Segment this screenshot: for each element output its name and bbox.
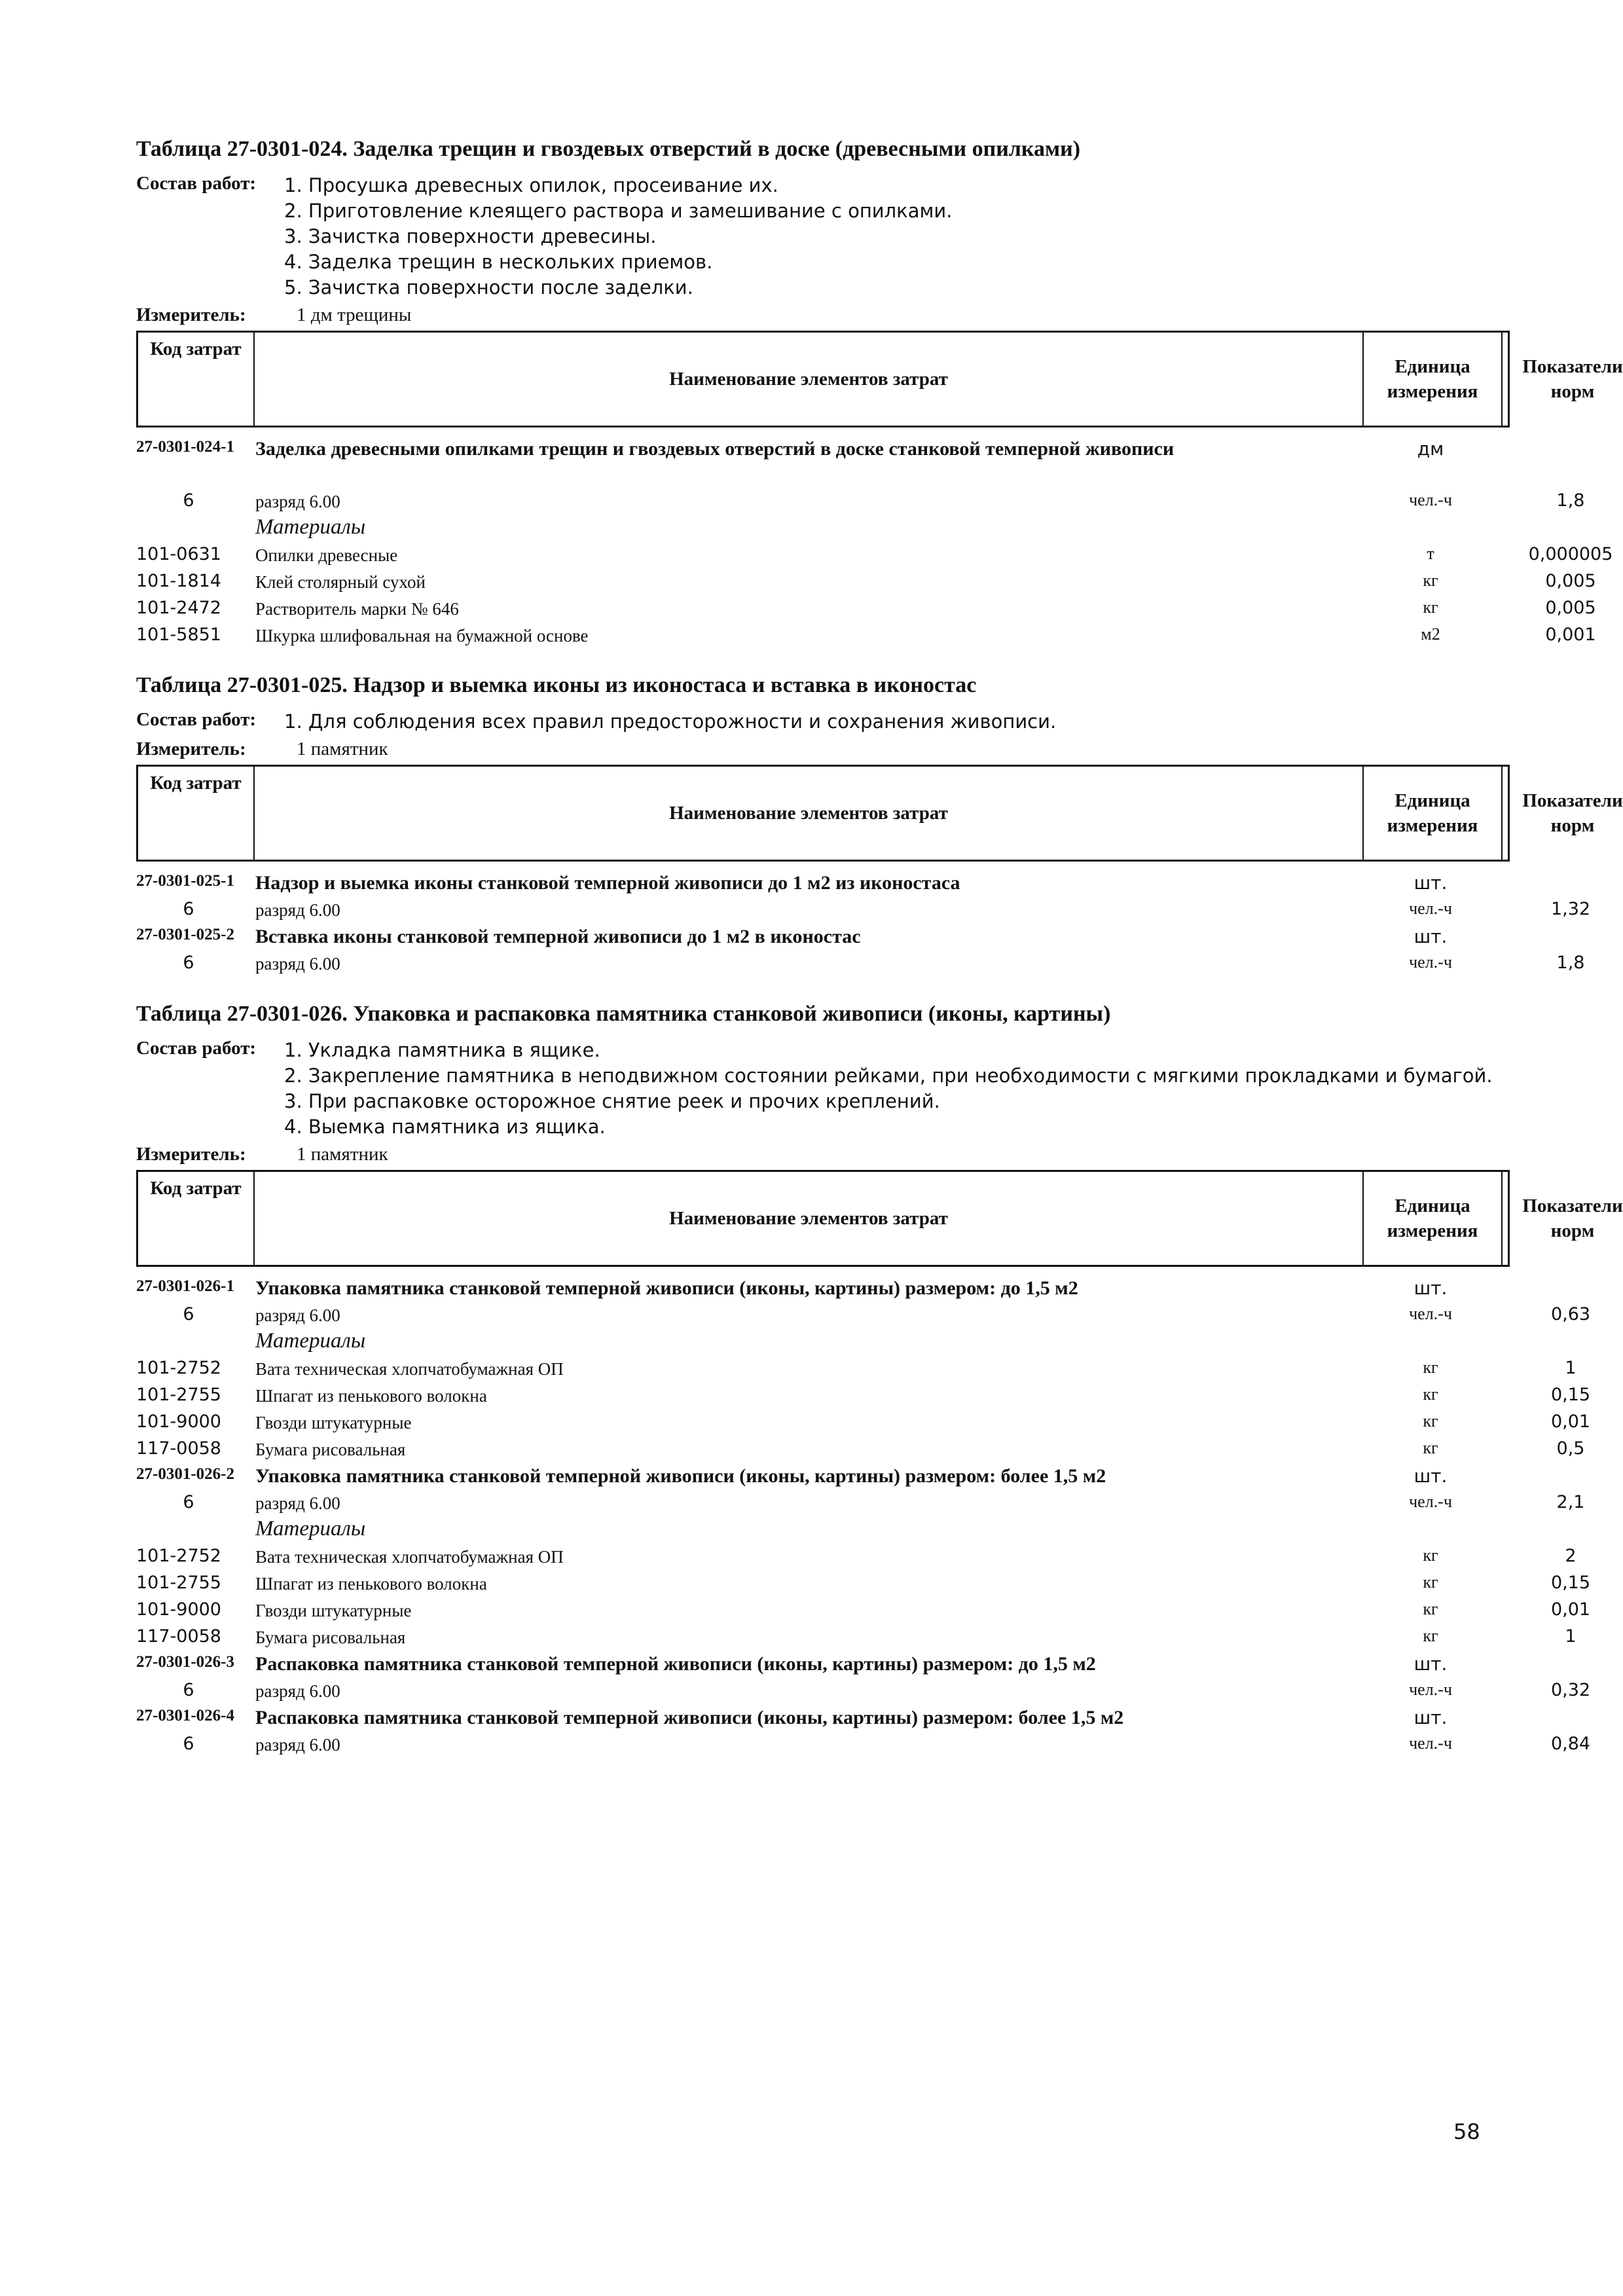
materials-heading: Материалы bbox=[255, 1517, 366, 1540]
row-norm: 2,1 bbox=[1556, 1492, 1585, 1512]
row-norm: 1 bbox=[1565, 1358, 1577, 1378]
table-header bbox=[136, 765, 1623, 862]
row-unit: кг bbox=[1423, 1438, 1438, 1457]
row-unit: чел.-ч bbox=[1409, 953, 1452, 972]
row-unit: кг bbox=[1423, 1412, 1438, 1430]
work-composition bbox=[136, 1038, 1511, 1140]
row-name: Распаковка памятника станковой темперной живописи (иконы, картины) размером: до 1,5 м2 bbox=[255, 1653, 1096, 1675]
row-unit: чел.-ч bbox=[1409, 1734, 1452, 1753]
row-unit: кг bbox=[1423, 1626, 1438, 1645]
row-code: 101-9000 bbox=[136, 1599, 221, 1620]
table-header bbox=[136, 1170, 1623, 1267]
table-header bbox=[136, 331, 1623, 428]
row-code: 6 bbox=[183, 1680, 194, 1700]
header-name: Наименование элементов затрат bbox=[255, 767, 1364, 860]
row-name: Гвозди штукатурные bbox=[255, 1413, 412, 1432]
measure-value: 1 памятник bbox=[297, 1144, 388, 1165]
work-step: 5. Зачистка поверхности после заделки. bbox=[284, 276, 693, 299]
table-row bbox=[136, 1730, 1591, 1757]
row-unit: дм bbox=[1417, 438, 1444, 460]
table-title: Таблица 27-0301-024. Заделка трещин и гвоздевых отверстий в доске (древесными опилками) bbox=[136, 137, 1081, 161]
table-row bbox=[136, 1569, 1591, 1595]
header-code: Код затрат bbox=[138, 333, 255, 426]
row-code: 6 bbox=[183, 490, 194, 511]
row-unit: шт. bbox=[1413, 1277, 1448, 1299]
row-code: 101-2752 bbox=[136, 1358, 221, 1378]
table-row bbox=[136, 540, 1613, 567]
row-code: 101-5851 bbox=[136, 625, 221, 645]
row-name: Гвозди штукатурные bbox=[255, 1601, 412, 1620]
row-code: 101-2472 bbox=[136, 598, 221, 618]
row-unit: кг bbox=[1423, 1385, 1438, 1404]
measure-label: Измеритель: bbox=[136, 1144, 246, 1165]
table-027-025 bbox=[136, 671, 1623, 975]
work-steps bbox=[284, 1038, 1511, 1140]
row-code: 27-0301-026-2 bbox=[136, 1465, 234, 1483]
table-rows bbox=[136, 434, 1613, 647]
row-name: Вата техническая хлопчатобумажная ОП bbox=[255, 1547, 564, 1567]
row-code: 6 bbox=[183, 953, 194, 973]
table-row bbox=[136, 949, 1585, 975]
row-name: разряд 6.00 bbox=[255, 1735, 340, 1755]
page-number: 58 bbox=[1453, 2119, 1480, 2144]
row-norm: 0,5 bbox=[1556, 1438, 1585, 1459]
measure-value: 1 дм трещины bbox=[297, 304, 412, 325]
row-norm: 0,15 bbox=[1550, 1385, 1591, 1405]
row-name: Заделка древесными опилками трещин и гвоздевых отверстий в доске станковой темперной живописи bbox=[255, 438, 1175, 460]
table-row bbox=[136, 895, 1591, 922]
row-unit: т bbox=[1427, 544, 1434, 563]
row-unit: шт. bbox=[1413, 1653, 1448, 1675]
table-row bbox=[136, 868, 1511, 895]
row-norm: 1 bbox=[1565, 1626, 1577, 1647]
row-code: 27-0301-024-1 bbox=[136, 438, 234, 456]
row-unit: м2 bbox=[1421, 625, 1440, 644]
table-row bbox=[136, 621, 1596, 647]
row-norm: 0,63 bbox=[1550, 1304, 1591, 1324]
row-name: Бумага рисовальная bbox=[255, 1628, 406, 1647]
header-unit: Единица измерения bbox=[1364, 333, 1503, 426]
row-code: 27-0301-025-1 bbox=[136, 872, 234, 890]
table-row bbox=[136, 1273, 1511, 1300]
table-row bbox=[136, 1703, 1511, 1730]
row-code: 101-2755 bbox=[136, 1573, 221, 1593]
header-code: Код затрат bbox=[138, 767, 255, 860]
row-norm: 0,15 bbox=[1550, 1573, 1591, 1593]
row-name: Шпагат из пенькового волокна bbox=[255, 1386, 487, 1406]
row-code: 6 bbox=[183, 1734, 194, 1754]
row-unit: чел.-ч bbox=[1409, 899, 1452, 918]
row-norm: 0,32 bbox=[1550, 1680, 1591, 1700]
row-code: 101-2752 bbox=[136, 1546, 221, 1566]
row-name: Опилки древесные bbox=[255, 545, 398, 565]
row-code: 6 bbox=[183, 899, 194, 919]
work-label: Состав работ: bbox=[136, 173, 257, 194]
table-title: Таблица 27-0301-026. Упаковка и распаковка памятника станковой живописи (иконы, картины) bbox=[136, 1002, 1111, 1026]
header-unit: Единица измерения bbox=[1364, 1172, 1503, 1265]
table-row bbox=[136, 1649, 1511, 1676]
row-code: 27-0301-026-4 bbox=[136, 1707, 234, 1724]
row-name: Растворитель марки № 646 bbox=[255, 599, 459, 619]
table-row bbox=[136, 1461, 1511, 1488]
row-unit: шт. bbox=[1413, 872, 1448, 894]
header-norm: Показатели норм bbox=[1522, 356, 1623, 402]
table-row bbox=[136, 1381, 1591, 1408]
work-label: Состав работ: bbox=[136, 709, 257, 730]
table-027-024 bbox=[136, 135, 1623, 647]
work-step: 2. Закрепление памятника в неподвижном состоянии рейками, при необходимости с мягкими прокладками и бумагой. bbox=[284, 1065, 1493, 1087]
row-unit: кг bbox=[1423, 571, 1438, 590]
row-norm: 1,8 bbox=[1556, 953, 1585, 973]
row-name: Упаковка памятника станковой темперной живописи (иконы, картины) размером: более 1,5 м2 bbox=[255, 1465, 1106, 1487]
row-norm: 0,005 bbox=[1545, 598, 1596, 618]
row-name: Клей столярный сухой bbox=[255, 572, 426, 592]
table-row bbox=[136, 1595, 1591, 1622]
materials-heading: Материалы bbox=[255, 1329, 366, 1353]
work-composition bbox=[136, 173, 1511, 301]
row-unit: кг bbox=[1423, 1358, 1438, 1377]
work-step: 3. При распаковке осторожное снятие реек и прочих креплений. bbox=[284, 1090, 940, 1112]
table-row bbox=[136, 922, 1511, 949]
work-step: 1. Для соблюдения всех правил предосторожности и сохранения живописи. bbox=[284, 710, 1057, 733]
measure-line bbox=[136, 302, 1511, 328]
table-row bbox=[136, 513, 1511, 540]
table-027-026 bbox=[136, 1000, 1623, 1757]
row-name: Шпагат из пенькового волокна bbox=[255, 1574, 487, 1594]
row-name: разряд 6.00 bbox=[255, 1493, 340, 1513]
table-row bbox=[136, 1434, 1585, 1461]
work-composition bbox=[136, 709, 1511, 735]
work-step: 4. Заделка трещин в нескольких приемов. bbox=[284, 251, 713, 273]
work-step: 1. Просушка древесных опилок, просеивание их. bbox=[284, 174, 778, 196]
row-norm: 0,84 bbox=[1550, 1734, 1591, 1754]
row-unit: кг bbox=[1423, 1599, 1438, 1618]
row-unit: чел.-ч bbox=[1409, 1492, 1452, 1511]
table-row bbox=[136, 1542, 1577, 1569]
work-step: 1. Укладка памятника в ящике. bbox=[284, 1039, 600, 1061]
table-row bbox=[136, 1622, 1577, 1649]
row-norm: 1,8 bbox=[1556, 490, 1585, 511]
row-code: 101-2755 bbox=[136, 1385, 221, 1405]
row-name: Вставка иконы станковой темперной живописи до 1 м2 в иконостас bbox=[255, 926, 861, 947]
table-row bbox=[136, 1354, 1577, 1381]
header-code: Код затрат bbox=[138, 1172, 255, 1265]
header-norm: Показатели норм bbox=[1522, 1195, 1623, 1241]
work-step: 3. Зачистка поверхности древесины. bbox=[284, 225, 657, 247]
table-row bbox=[136, 594, 1596, 621]
work-label: Состав работ: bbox=[136, 1038, 257, 1059]
table-rows bbox=[136, 868, 1591, 975]
work-step: 2. Приготовление клеящего раствора и замешивание с опилками. bbox=[284, 200, 953, 222]
row-norm: 0,01 bbox=[1550, 1599, 1591, 1620]
row-code: 101-1814 bbox=[136, 571, 221, 591]
row-name: разряд 6.00 bbox=[255, 954, 340, 974]
table-row bbox=[136, 1515, 1511, 1542]
row-unit: кг bbox=[1423, 598, 1438, 617]
row-code: 27-0301-026-3 bbox=[136, 1653, 234, 1671]
table-row bbox=[136, 1300, 1591, 1327]
row-unit: чел.-ч bbox=[1409, 1680, 1452, 1699]
row-name: разряд 6.00 bbox=[255, 900, 340, 920]
table-title: Таблица 27-0301-025. Надзор и выемка иконы из иконостаса и вставка в иконостас bbox=[136, 673, 977, 697]
row-unit: чел.-ч bbox=[1409, 490, 1452, 509]
row-norm: 0,005 bbox=[1545, 571, 1596, 591]
row-name: Шкурка шлифовальная на бумажной основе bbox=[255, 626, 589, 646]
table-row bbox=[136, 1676, 1591, 1703]
row-code: 6 bbox=[183, 1492, 194, 1512]
row-norm: 0,001 bbox=[1545, 625, 1596, 645]
header-norm: Показатели норм bbox=[1522, 790, 1623, 836]
table-row bbox=[136, 1488, 1585, 1515]
row-unit: шт. bbox=[1413, 1707, 1448, 1728]
work-step: 4. Выемка памятника из ящика. bbox=[284, 1116, 606, 1138]
row-code: 117-0058 bbox=[136, 1438, 221, 1459]
measure-line bbox=[136, 1141, 1511, 1167]
row-code: 6 bbox=[183, 1304, 194, 1324]
table-row bbox=[136, 1408, 1591, 1434]
row-name: Надзор и выемка иконы станковой темперной живописи до 1 м2 из иконостаса bbox=[255, 872, 960, 894]
materials-heading: Материалы bbox=[255, 515, 366, 539]
row-norm: 2 bbox=[1565, 1546, 1577, 1566]
row-name: Распаковка памятника станковой темперной живописи (иконы, картины) размером: более 1,5 м2 bbox=[255, 1707, 1124, 1728]
row-unit: чел.-ч bbox=[1409, 1304, 1452, 1323]
row-unit: кг bbox=[1423, 1573, 1438, 1592]
table-row bbox=[136, 486, 1585, 513]
row-name: разряд 6.00 bbox=[255, 492, 340, 511]
row-code: 27-0301-025-2 bbox=[136, 926, 234, 943]
table-row bbox=[136, 567, 1596, 594]
row-name: Вата техническая хлопчатобумажная ОП bbox=[255, 1359, 564, 1379]
work-steps bbox=[284, 709, 1511, 735]
row-norm: 0,01 bbox=[1550, 1412, 1591, 1432]
measure-label: Измеритель: bbox=[136, 304, 246, 325]
table-row bbox=[136, 434, 1511, 486]
measure-value: 1 памятник bbox=[297, 738, 388, 759]
row-unit: шт. bbox=[1413, 926, 1448, 947]
row-code: 27-0301-026-1 bbox=[136, 1277, 234, 1295]
row-code: 101-9000 bbox=[136, 1412, 221, 1432]
row-code: 117-0058 bbox=[136, 1626, 221, 1647]
header-name: Наименование элементов затрат bbox=[255, 1172, 1364, 1265]
measure-line bbox=[136, 736, 1511, 762]
header-name: Наименование элементов затрат bbox=[255, 333, 1364, 426]
row-unit: шт. bbox=[1413, 1465, 1448, 1487]
row-norm: 1,32 bbox=[1550, 899, 1591, 919]
table-row bbox=[136, 1327, 1511, 1354]
header-unit: Единица измерения bbox=[1364, 767, 1503, 860]
row-name: Упаковка памятника станковой темперной живописи (иконы, картины) размером: до 1,5 м2 bbox=[255, 1277, 1078, 1299]
row-name: разряд 6.00 bbox=[255, 1305, 340, 1325]
row-name: Бумага рисовальная bbox=[255, 1440, 406, 1459]
row-name: разряд 6.00 bbox=[255, 1681, 340, 1701]
row-unit: кг bbox=[1423, 1546, 1438, 1565]
table-rows bbox=[136, 1273, 1591, 1757]
row-norm: 0,000005 bbox=[1528, 544, 1613, 564]
row-code: 101-0631 bbox=[136, 544, 221, 564]
work-steps bbox=[284, 173, 1511, 301]
measure-label: Измеритель: bbox=[136, 738, 246, 759]
